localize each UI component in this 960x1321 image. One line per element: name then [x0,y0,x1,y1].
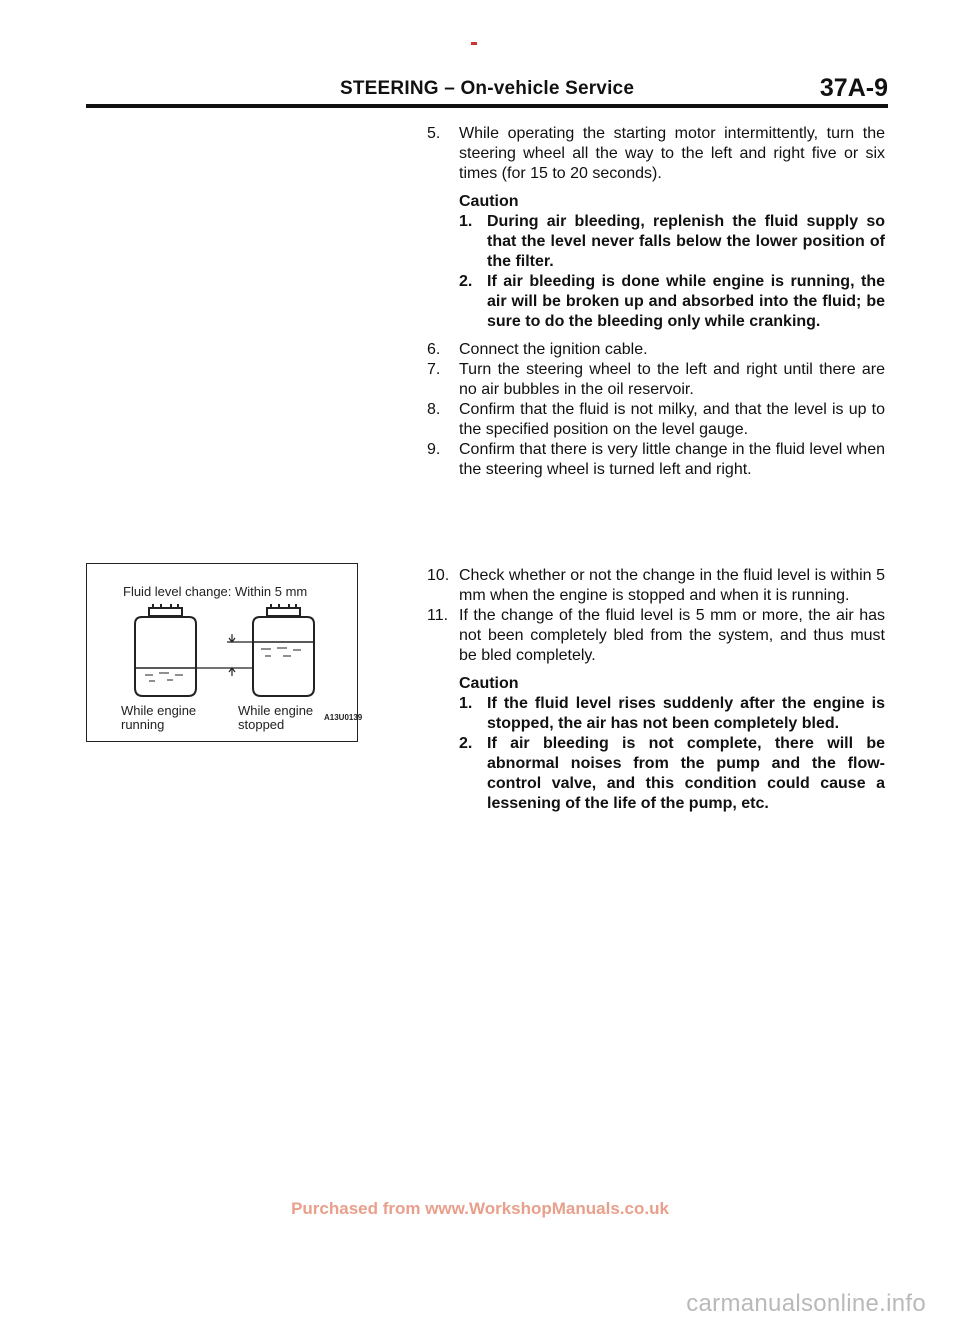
step-number: 11. [427,607,449,624]
footer-purchase-link[interactable]: Purchased from www.WorkshopManuals.co.uk [291,1199,669,1218]
caution-title: Caution [459,193,519,210]
reservoir-running-icon [135,604,196,696]
caution-number: 1. [459,213,473,230]
caution-text: If air bleeding is done while engine is running, the air will be broken up and absorbed into the fluid; be sure to do the bleeding only while cranking. [487,273,885,330]
step-11 [427,606,885,666]
page-number: 37A-9 [819,74,888,102]
step-8 [427,400,885,440]
figure-caption: Fluid level change: Within 5 mm [123,584,308,599]
label-running: While engine running [121,703,197,732]
caution-title: Caution [459,675,519,692]
step-text: Connect the ignition cable. [459,341,648,358]
step-number: 9. [427,441,441,458]
caution-item [459,272,885,332]
step-text: Check whether or not the change in the fluid level is within 5 mm when the engine is stopped and when it is running. [459,567,885,604]
step-number: 5. [427,125,441,142]
page-mark [471,42,477,45]
watermark: carmanualsonline.info [686,1290,926,1317]
step-10 [427,566,885,606]
upper-text-block [427,124,885,480]
label-stopped: While engine stopped [238,703,314,732]
level-difference-marker [196,634,253,676]
step-text: If the change of the fluid level is 5 mm or more, the air has not been completely bled from the system, and thus must be bled completely. [459,607,885,664]
reservoir-stopped-icon [253,604,314,696]
step-text: Confirm that there is very little change in the fluid level when the steering wheel is turned left and right. [459,441,885,478]
header-divider [86,104,888,108]
step-7 [427,360,885,400]
step-number: 8. [427,401,441,418]
caution-text: If the fluid level rises suddenly after the engine is stopped, the air has not been completely bled. [487,695,885,732]
caution-number: 1. [459,695,473,712]
step-text: Turn the steering wheel to the left and right until there are no air bubbles in the oil reservoir. [459,361,885,398]
lower-text-block [427,566,885,814]
fluid-level-figure [86,563,363,742]
step-text: Confirm that the fluid is not milky, and that the level is up to the specified position on the level gauge. [459,401,885,438]
step-number: 7. [427,361,441,378]
caution-text: If air bleeding is not complete, there will be abnormal noises from the pump and the flow-control valve, and this condition could cause a lessening of the life of the pump, etc. [487,735,885,812]
caution-number: 2. [459,735,473,752]
caution-block [427,192,885,332]
step-5 [427,124,885,184]
step-6 [427,340,885,360]
step-number: 6. [427,341,441,358]
caution-item [459,694,885,734]
caution-block [427,674,885,814]
caution-item [459,734,885,814]
figure-code: A13U0139 [324,713,363,722]
step-text: While operating the starting motor intermittently, turn the steering wheel all the way to the left and right five or six times (for 15 to 20 seconds). [459,125,885,182]
caution-item [459,212,885,272]
page-title: STEERING – On-vehicle Service [340,78,635,99]
step-9 [427,440,885,480]
step-number: 10. [427,567,450,584]
caution-text: During air bleeding, replenish the fluid supply so that the level never falls below the lower position of the filter. [487,213,885,270]
caution-number: 2. [459,273,473,290]
